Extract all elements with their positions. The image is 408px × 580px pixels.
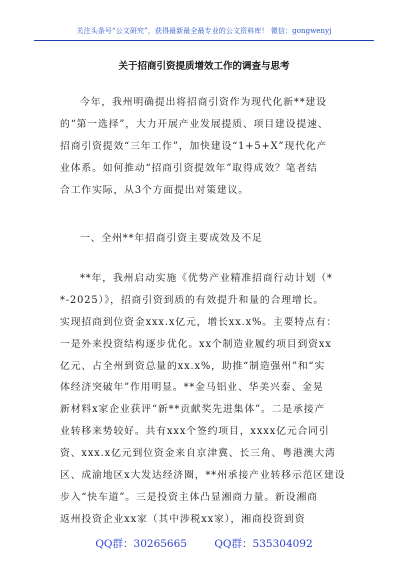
footer-qq-group-2: QQ群：535304092 [214,538,313,550]
paragraph-achievements [60,268,350,531]
section-heading [60,228,350,250]
paragraph-line: 返州投资企业xx家（其中涉税xx家），湘商投资到资 [60,513,306,525]
paragraph-intro [60,92,350,201]
paragraph-line: 区、成渝地区x大发达经济圈，**州承接产业转移示范区建设 [60,470,346,482]
paragraph-line: 今年，我州明确提出将招商引资作为现代化新**建设 [80,97,327,108]
paragraph-line: 体经济突破年”作用明显。**金马铝业、华美兴泰、金晃 [60,382,324,394]
footer-qq-groups [0,536,408,551]
paragraph-line: 一是外来投资结构逐步优化。xx个制造业履约项目到资xx [60,338,332,350]
header-banner: 关注头条号“公文研究”，获得最新最全最专业的公文资料库！ 微信：gongwenyj [76,27,332,35]
section-heading-text: 一、全州**年招商引资主要成效及不足 [80,233,263,244]
paragraph-line: 资、xxx.x亿元到位资金来自京津冀、长三角、粤港澳大湾 [60,448,336,460]
document-title: 关于招商引资提质增效工作的调查与思考 [118,61,290,72]
paragraph-line: 业体系。如何推动“招商引资提效年”取得成效？笔者结 [60,162,318,174]
paragraph-line: *-2025）》，招商引资到质的有效提升和量的合理增长。 [60,294,325,306]
paragraph-line: 业转移来势较好。共有xxx个签约项目，xxxx亿元合同引 [60,426,330,438]
paragraph-line: 亿元、占全州到资总量的xx.x%，助推“制造强州”和“实 [60,360,326,372]
paragraph-line: 新材料x家企业获评“新**贡献奖先进集体”。二是承接产 [60,404,326,416]
paragraph-line: 的“第一选择”，大力开展产业发展提质、项目建设提速、 [60,118,329,130]
paragraph-line: 实现招商到位资金xxx.x亿元，增长xx.x%。主要特点有： [60,316,338,328]
paragraph-line: **年，我州启动实施《优势产业精准招商行动计划（* [80,273,333,284]
paragraph-line: 合工作实际，从3个方面提出对策建议。 [60,184,249,196]
paragraph-line: 招商引资提效“三年工作”，加快建设“1+5+X”现代化产 [60,140,328,152]
paragraph-line: 步入“快车道”。三是投资主体凸显湘商力量。新设湘商 [60,491,318,503]
header-divider [34,40,374,41]
footer-qq-group-1: QQ群：30265665 [95,538,187,550]
